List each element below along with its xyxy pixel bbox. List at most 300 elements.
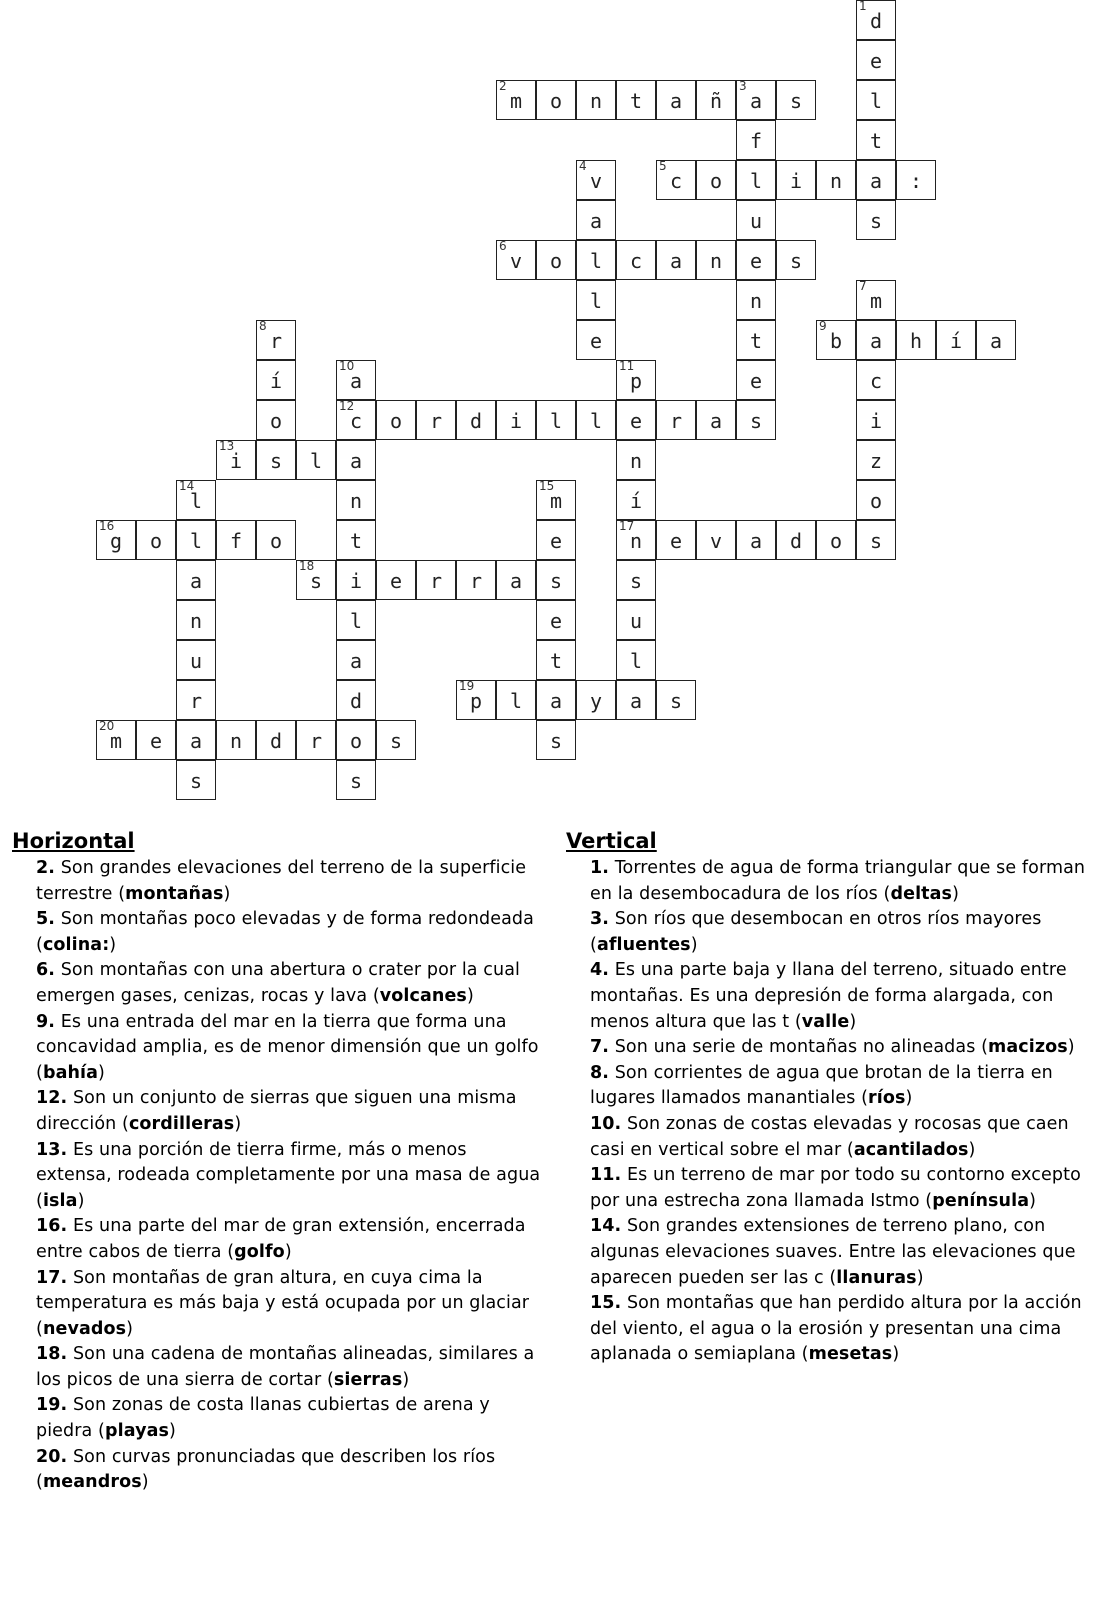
cell-letter: d [349,689,363,713]
cell-letter: a [869,169,883,193]
clue-item [590,1061,1106,1112]
grid-cell [536,80,576,120]
clue-close: ) [126,1318,134,1339]
cell-letter: e [389,569,403,593]
grid-cell [256,440,296,480]
grid-cell [336,440,376,480]
grid-cell [696,80,736,120]
grid-cell [856,320,896,360]
clue-number: 9 [819,319,827,333]
vertical-clues [566,828,1106,1368]
cell-letter: e [549,609,563,633]
grid-cell [616,520,656,560]
grid-cell [336,360,376,400]
grid-cell [176,480,216,520]
clue-answer: acantilados [853,1139,969,1160]
cell-letter: o [389,409,403,433]
clue-answer: bahía [42,1062,99,1083]
cell-letter: e [749,249,763,273]
grid-cell [776,520,816,560]
cell-letter: v [709,529,723,553]
clue-close: ) [109,934,117,955]
cell-letter: i [509,409,523,433]
clue-text: Son una serie de montañas no alineadas ( [609,1037,988,1058]
grid-cell [656,400,696,440]
grid-cell [616,680,656,720]
cell-letter: o [549,89,563,113]
clue-item [36,1393,542,1444]
grid-cell [736,400,776,440]
grid-cell [336,600,376,640]
clue-close: ) [690,934,698,955]
cell-letter: s [349,769,363,793]
clue-number: 1 [859,0,867,13]
clue-item [36,1445,542,1496]
cell-letter: l [509,689,523,713]
cell-letter: e [869,49,883,73]
cell-letter: n [629,529,643,553]
grid-cell [776,240,816,280]
grid-cell [936,320,976,360]
grid-cell [576,240,616,280]
clue-number-label: 13. [36,1139,68,1160]
clue-text: Es una porción de tierra firme, más o menos extensa, rodeada completamente por una masa de agua ( [36,1139,541,1211]
grid-cell [536,600,576,640]
clue-text: Es una parte baja y llana del terreno, situado entre montañas. Es una depresión de forma alargada, con menos altura que las t ( [590,960,1067,1032]
cell-letter: l [549,409,563,433]
cell-letter: t [629,89,643,113]
cell-letter: r [429,409,443,433]
cell-letter: s [629,569,643,593]
cell-letter: r [429,569,443,593]
cell-letter: a [669,249,683,273]
clue-item [36,907,542,958]
cell-letter: a [589,209,603,233]
clue-item [590,856,1106,907]
clue-number: 14 [179,479,195,493]
grid-cell [856,200,896,240]
grid-cell [576,160,616,200]
clue-text: Son montañas con una abertura o crater por la cual emergen gases, cenizas, rocas y lava ( [36,960,520,1006]
clue-text: Es una parte del mar de gran extensión, encerrada entre cabos de tierra ( [36,1216,526,1262]
clue-answer: ríos [868,1088,906,1109]
cell-letter: a [509,569,523,593]
grid-cell [336,720,376,760]
clue-number: 10 [339,359,355,373]
clue-answer: playas [104,1421,169,1442]
grid-cell [296,560,336,600]
clue-number-label: 2. [36,858,56,878]
grid-cell [296,440,336,480]
grid-cell [536,720,576,760]
cell-letter: o [709,169,723,193]
cell-letter: l [589,289,603,313]
grid-cell [416,400,456,440]
clue-number: 7 [859,279,867,293]
grid-cell [656,680,696,720]
clue-answer: golfo [234,1241,285,1262]
cell-letter: s [269,449,283,473]
cell-letter: a [189,569,203,593]
clue-text: Son grandes elevaciones del terreno de la superficie terrestre ( [36,858,527,904]
grid-cell [536,400,576,440]
clue-text: Son ríos que desembocan en otros ríos mayores ( [590,909,1042,955]
cell-letter: s [789,249,803,273]
clue-number: 13 [219,439,235,453]
cell-letter: d [469,409,483,433]
clue-item [590,958,1106,1035]
cell-letter: a [549,689,563,713]
cell-letter: e [629,409,643,433]
grid-cell [216,520,256,560]
clue-number: 15 [539,479,555,493]
clue-number-label: 8. [590,1062,610,1083]
cell-letter: r [189,689,203,713]
grid-cell [256,320,296,360]
cell-letter: c [629,249,643,273]
clue-answer: valle [801,1011,850,1032]
grid-cell [176,520,216,560]
cell-letter: l [189,529,203,553]
grid-cell [176,600,216,640]
cell-letter: s [869,209,883,233]
grid-cell [336,480,376,520]
cell-letter: l [349,609,363,633]
grid-cell [416,560,456,600]
grid-cell [616,480,656,520]
grid-cell [776,80,816,120]
grid-cell [176,560,216,600]
cell-letter: s [869,529,883,553]
grid-cell [496,400,536,440]
cell-letter: m [549,489,563,513]
clue-text: Es una entrada del mar en la tierra que forma una concavidad amplia, es de menor dimensión que un golfo ( [36,1011,539,1083]
clue-text: Son una cadena de montañas alineadas, similares a los picos de una sierra de cortar ( [36,1344,535,1390]
grid-cell [856,80,896,120]
cell-letter: a [989,329,1003,353]
clue-number: 20 [99,719,115,733]
grid-cell [616,600,656,640]
grid-cell [696,240,736,280]
grid-cell [576,320,616,360]
grid-cell [616,400,656,440]
clue-item [590,1214,1106,1291]
cell-letter: o [829,529,843,553]
clue-text: Son zonas de costa llanas cubiertas de arena y piedra ( [36,1395,490,1442]
clue-text: Torrentes de agua de forma triangular que se forman en la desembocadura de los ríos ( [590,858,1086,904]
grid-cell [696,400,736,440]
clue-text: Son montañas poco elevadas y de forma redondeada ( [36,909,534,955]
cell-letter: s [309,569,323,593]
clue-number-label: 3. [590,909,610,930]
clue-number-label: 5. [36,909,56,930]
grid-cell [456,400,496,440]
cell-letter: u [629,609,643,633]
cell-letter: í [949,329,963,353]
grid-cell [616,360,656,400]
clue-item [36,1214,542,1265]
clue-number-label: 9. [36,1011,56,1032]
clue-number: 6 [499,239,507,253]
cell-letter: o [149,529,163,553]
cell-letter: t [869,129,883,153]
grid-cell [336,760,376,800]
cell-letter: n [829,169,843,193]
clue-item [590,1163,1106,1214]
grid-cell [856,520,896,560]
grid-cell [376,560,416,600]
grid-cell [496,240,536,280]
cell-letter: o [349,729,363,753]
grid-cell [176,760,216,800]
cell-letter: i [869,409,883,433]
grid-cell [896,320,936,360]
grid-cell [856,400,896,440]
cell-letter: s [669,689,683,713]
clue-answer: deltas [890,883,953,904]
cell-letter: o [269,409,283,433]
grid-cell [816,520,856,560]
clue-number: 2 [499,79,507,93]
grid-cell [376,400,416,440]
cell-letter: v [589,169,603,193]
clue-close: ) [952,883,960,904]
cell-letter: f [229,529,243,553]
grid-cell [696,160,736,200]
clue-close: ) [284,1241,292,1262]
clue-number-label: 16. [36,1216,68,1237]
grid-cell [536,240,576,280]
grid-cell [336,520,376,560]
cell-letter: d [269,729,283,753]
clue-number-label: 6. [36,960,56,981]
grid-cell [176,720,216,760]
horizontal-heading: Horizontal [12,829,135,853]
clue-close: ) [141,1472,149,1493]
clue-text: Son montañas que han perdido altura por la acción del viento, el agua o la erosión y presentan una cima aplanada o semiaplana ( [590,1293,1082,1365]
grid-cell [256,360,296,400]
grid-cell [856,280,896,320]
grid-cell [736,280,776,320]
cell-letter: a [349,449,363,473]
clue-item [590,1291,1106,1368]
grid-cell [336,640,376,680]
clue-text: Son grandes extensiones de terreno plano, con algunas elevaciones suaves. Entre las elevaciones que aparecen pueden ser las c ( [590,1216,1076,1288]
cell-letter: t [549,649,563,673]
clue-number-label: 14. [590,1216,622,1237]
cell-letter: m [869,289,883,313]
grid-cell [576,80,616,120]
clue-item [36,1010,542,1087]
grid-cell [856,480,896,520]
vertical-clue-list [566,856,1106,1368]
cell-letter: o [549,249,563,273]
cell-letter: r [469,569,483,593]
grid-cell [96,720,136,760]
grid-cell [176,680,216,720]
cell-letter: t [749,329,763,353]
grid-cell [176,640,216,680]
clue-answer: sierras [333,1369,403,1390]
cell-letter: f [749,129,763,153]
cell-letter: i [789,169,803,193]
cell-letter: e [749,369,763,393]
grid-cell [256,520,296,560]
clue-number: 5 [659,159,667,173]
cell-letter: g [109,529,123,553]
cell-letter: l [309,449,323,473]
grid-cell [616,80,656,120]
cell-letter: a [709,409,723,433]
cell-letter: n [709,249,723,273]
cell-letter: n [749,289,763,313]
clue-number-label: 19. [36,1395,68,1416]
grid-cell [456,680,496,720]
grid-cell [216,720,256,760]
cell-letter: e [149,729,163,753]
clue-answer: nevados [42,1318,127,1339]
grid-cell [736,520,776,560]
grid-cell [696,520,736,560]
grid-cell [656,240,696,280]
clue-number: 18 [299,559,315,573]
cell-letter: v [509,249,523,273]
horizontal-clues [12,828,542,1496]
cell-letter: a [349,369,363,393]
clue-number-label: 10. [590,1113,622,1134]
clue-answer: macizos [988,1037,1068,1058]
clue-number: 4 [579,159,587,173]
grid-cell [856,360,896,400]
cell-letter: : [909,169,923,193]
clue-item [590,1035,1106,1061]
grid-cell [736,240,776,280]
grid-cell [296,720,336,760]
clue-text: Son un conjunto de sierras que siguen una misma dirección ( [36,1088,517,1134]
grid-cell [656,160,696,200]
grid-cell [896,160,936,200]
cell-letter: p [469,689,483,713]
clue-number: 19 [459,679,475,693]
grid-cell [856,160,896,200]
clue-number-label: 15. [590,1293,622,1314]
cell-letter: l [189,489,203,513]
clue-answer: mesetas [808,1344,893,1365]
clue-number-label: 17. [36,1267,68,1288]
clue-number-label: 12. [36,1088,68,1109]
cell-letter: s [389,729,403,753]
cell-letter: b [829,329,843,353]
cell-letter: u [749,209,763,233]
clue-number: 16 [99,519,115,533]
grid-cell [256,720,296,760]
clue-item [36,856,542,907]
grid-cell [136,520,176,560]
clue-text: Son montañas de gran altura, en cuya cima la temperatura es más baja y está ocupada por un glaciar ( [36,1267,530,1339]
cell-letter: z [869,449,883,473]
clue-close: ) [234,1113,242,1134]
grid-cell [856,120,896,160]
grid-cell [856,40,896,80]
clue-number-label: 1. [590,858,610,878]
grid-cell [376,720,416,760]
grid-cell [576,200,616,240]
cell-letter: y [589,689,603,713]
grid-cell [456,560,496,600]
cell-letter: d [869,9,883,33]
cell-letter: l [749,169,763,193]
clue-number: 8 [259,319,267,333]
clue-close: ) [968,1139,976,1160]
cell-letter: a [749,89,763,113]
clue-number: 3 [739,79,747,93]
cell-letter: e [549,529,563,553]
grid-cell [336,560,376,600]
clue-text: Son zonas de costas elevadas y rocosas que caen casi en vertical sobre el mar ( [590,1113,1069,1160]
cell-letter: m [509,89,523,113]
clue-close: ) [98,1062,105,1083]
grid-cell [736,200,776,240]
cell-letter: c [869,369,883,393]
clue-answer: llanuras [836,1267,917,1288]
clue-close: ) [905,1088,913,1109]
cell-letter: u [189,649,203,673]
cell-letter: a [349,649,363,673]
clue-number-label: 20. [36,1446,68,1467]
clue-item [36,1342,542,1393]
clue-answer: volcanes [379,985,467,1006]
grid-cell [856,440,896,480]
grid-cell [856,0,896,40]
grid-cell [96,520,136,560]
clue-number-label: 11. [590,1165,622,1186]
cell-letter: o [869,489,883,513]
clue-answer: cordilleras [128,1113,235,1134]
cell-letter: n [349,489,363,513]
grid-cell [216,440,256,480]
clue-close: ) [916,1267,924,1288]
clue-number-label: 18. [36,1344,68,1365]
clue-answer: meandros [42,1472,142,1493]
cell-letter: s [749,409,763,433]
clue-item [590,1112,1106,1163]
clue-close: ) [892,1344,900,1365]
cell-letter: n [229,729,243,753]
grid-cell [736,120,776,160]
cell-letter: i [229,449,243,473]
cell-letter: n [189,609,203,633]
grid-cell [616,640,656,680]
clue-number-label: 7. [590,1037,610,1058]
clue-item [590,907,1106,958]
grid-cell [736,320,776,360]
cell-letter: a [669,89,683,113]
cell-letter: p [629,369,643,393]
cell-letter: r [669,409,683,433]
grid-cell [336,680,376,720]
grid-cell [616,440,656,480]
cell-letter: l [629,649,643,673]
cell-letter: a [869,329,883,353]
clue-answer: colina: [42,934,110,955]
grid-cell [136,720,176,760]
cell-letter: l [869,89,883,113]
grid-cell [496,560,536,600]
cell-letter: c [349,409,363,433]
cell-letter: r [269,329,283,353]
grid-cell [576,280,616,320]
cell-letter: n [589,89,603,113]
